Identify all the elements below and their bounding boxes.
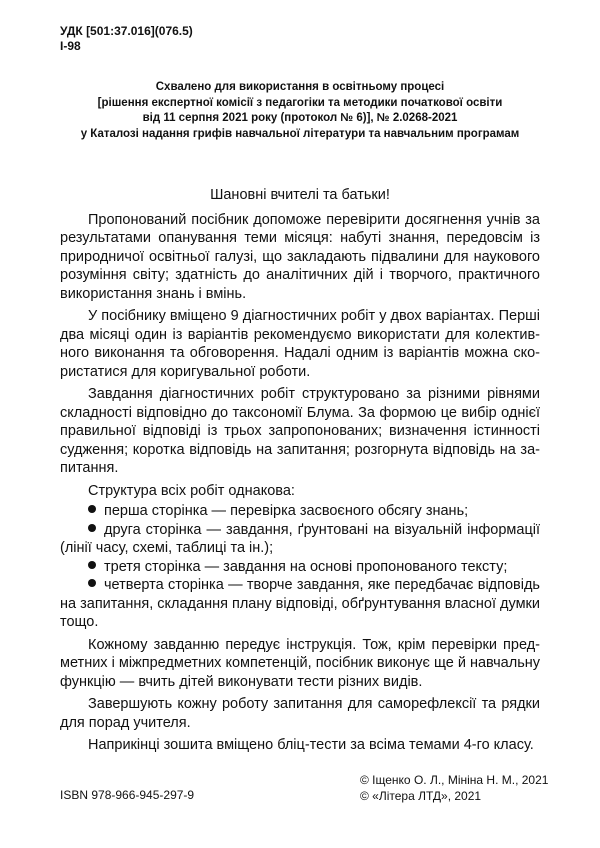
isbn: ISBN 978-966-945-297-9	[60, 788, 195, 802]
copyright-block	[360, 772, 580, 804]
paragraph-5: Завершують кожну роботу запитання для саморефлексії та рядки для порад учителя.	[60, 696, 540, 731]
paragraph-6: Наприкінці зошита вміщено бліц-тести за всіма темами 4-го класу.	[88, 737, 534, 753]
structure-item-text: третя сторінка — завдання на основі пропонованого тексту;	[104, 558, 508, 575]
copyright-authors: © Іщенко О. Л., Мініна Н. М., 2021	[360, 773, 549, 787]
structure-item-text: перша сторінка — перевірка засвоєного обсягу знань;	[104, 503, 469, 519]
bullet-icon	[88, 524, 96, 532]
structure-list	[60, 502, 540, 632]
bullet-icon	[88, 561, 96, 569]
approval-block	[60, 80, 540, 142]
copyright-publisher: © «Літера ЛТД», 2021	[360, 789, 482, 803]
greeting-heading: Шановні вчителі та батьки!	[210, 187, 390, 203]
paragraph-1: Пропонований посібник допоможе перевірити досягнення учнів за результатами опанування теми місяця: набуті знання, передовсім із природничої освітньої галузі, що закладають підвалини для наукового розуміння світу; здатність до аналітичних дій і творчого, практичного використання знань і вмінь.	[60, 211, 540, 302]
approval-line-1: Схвалено для використання в освітньому процесі	[155, 81, 445, 93]
approval-line-3: від 11 серпня 2021 року (протокол № 6)], № 2.0268-2021	[142, 112, 458, 124]
structure-item	[60, 502, 540, 521]
udk-code: УДК [501:37.016](076.5)	[60, 24, 193, 38]
paragraph-2: У посібнику вміщено 9 діагностичних робіт у двох варіантах. Перші два місяці один із варіантів рекомендуємо використати для колективного виконання та обговорення. Надалі одним із варіантів можна скористатися для коригувальної роботи.	[60, 308, 540, 380]
structure-lead: Структура всіх робіт однакова:	[88, 482, 295, 499]
structure-item-text: друга сторінка — завдання, ґрунтовані на візуальній інформації (лінії часу, схемі, таблиці та ін.);	[60, 521, 540, 556]
paragraph-3: Завдання діагностичних робіт структуровано за різними рівнями складності відповідно до таксономії Блума. За формою це вибір однієї правильної відповіді із трьох запропонованих; визначення істинності судження; коротка відповідь на запитання; розгорнута відповідь на запитання.	[60, 386, 540, 476]
author-mark: І-98	[60, 39, 81, 53]
structure-item	[60, 521, 540, 558]
approval-line-4: у Каталозі надання грифів навчальної літератури та навчальним програмам	[80, 127, 520, 140]
udk-block	[60, 24, 193, 54]
structure-item-text: четверта сторінка — творче завдання, яке передбачає відповідь на запитання, складання плану відповіді, обґрунтування власної думки тощо.	[60, 577, 540, 630]
paragraph-4: Кожному завданню передує інструкція. Тож, крім перевірки предметних і міжпредметних компетенцій, посібник виконує ще й навчальну функцію — вчить дітей виконувати тести різних видів.	[60, 636, 540, 690]
structure-item	[60, 576, 540, 632]
bullet-icon	[88, 505, 96, 513]
main-text	[60, 186, 540, 759]
bullet-icon	[88, 579, 96, 587]
structure-item	[60, 558, 540, 577]
approval-line-2: [рішення експертної комісії з педагогіки та методики початкової освіти	[97, 96, 503, 109]
